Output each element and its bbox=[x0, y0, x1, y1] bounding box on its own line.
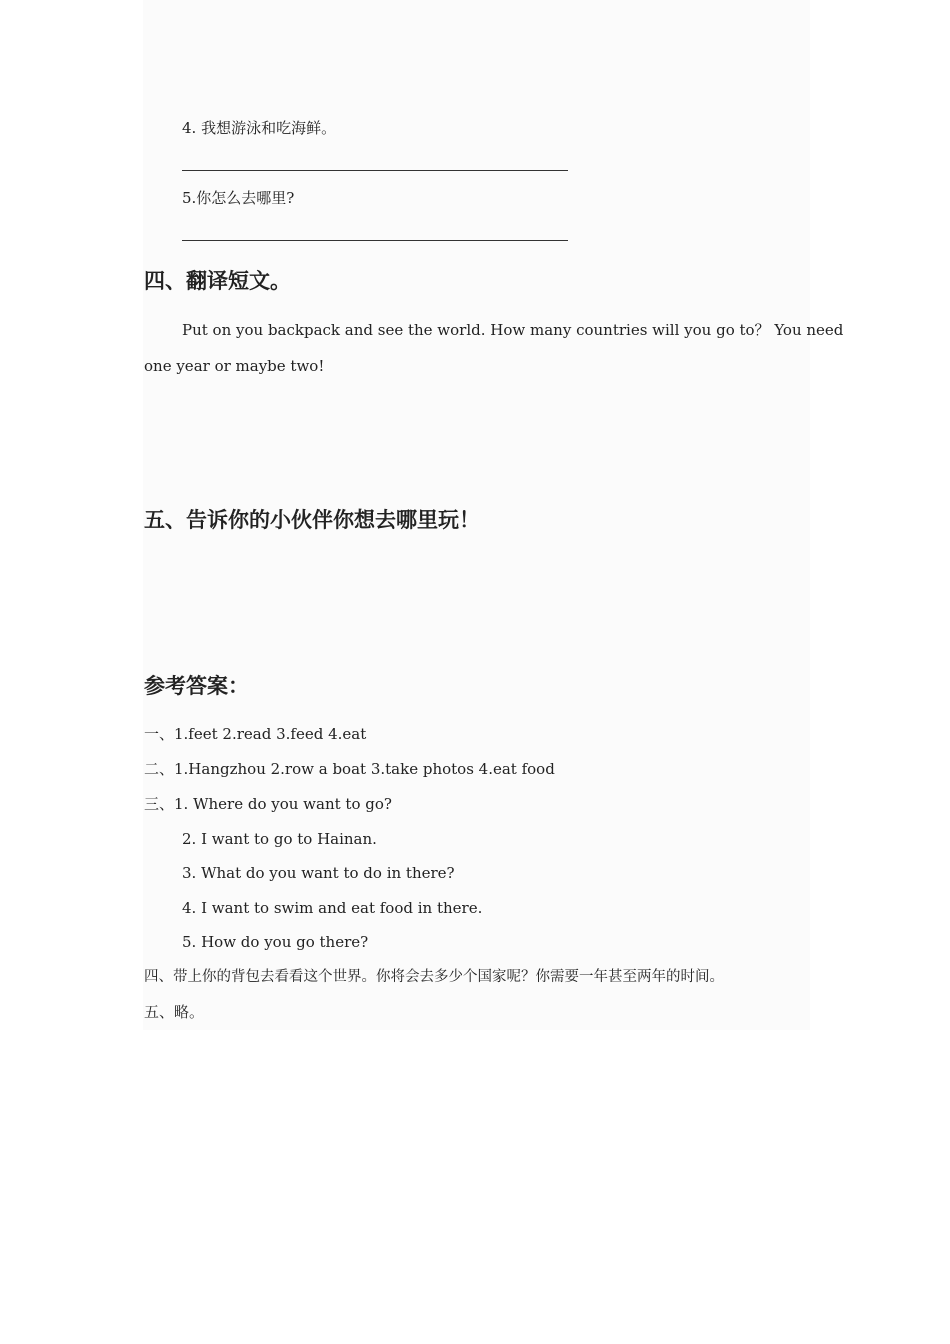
section-5-heading: 五、告诉你的小伙伴你想去哪里玩！ bbox=[144, 508, 480, 532]
question-4-text: 4. 我想游泳和吃海鲜。 bbox=[182, 119, 337, 137]
question-5-text: 5.你怎么去哪里? bbox=[182, 189, 295, 207]
passage-line-1: Put on you backpack and see the world. How many countries will you go to？ You need bbox=[182, 321, 844, 339]
answers-heading: 参考答案： bbox=[144, 674, 249, 698]
passage-line-2: one year or maybe two! bbox=[144, 357, 325, 375]
answer-line-4 bbox=[182, 170, 568, 171]
answer-part-1: 一、1.feet 2.read 3.feed 4.eat bbox=[144, 725, 367, 743]
answer-part-3-5: 5. How do you go there? bbox=[182, 933, 369, 951]
section-4-heading: 四、翻译短文。 bbox=[144, 269, 291, 293]
answer-part-4: 四、带上你的背包去看看这个世界。你将会去多少个国家呢？你需要一年甚至两年的时间。 bbox=[144, 969, 724, 985]
answer-part-3-1: 三、1. Where do you want to go? bbox=[144, 795, 392, 813]
answer-part-2: 二、1.Hangzhou 2.row a boat 3.take photos 4.eat food bbox=[144, 760, 555, 778]
answer-part-5: 五、略。 bbox=[144, 1003, 205, 1021]
answer-part-3-2: 2. I want to go to Hainan. bbox=[182, 830, 377, 848]
answer-line-5 bbox=[182, 240, 568, 241]
answer-part-3-4: 4. I want to swim and eat food in there. bbox=[182, 899, 483, 917]
answer-part-3-3: 3. What do you want to do in there? bbox=[182, 864, 455, 882]
